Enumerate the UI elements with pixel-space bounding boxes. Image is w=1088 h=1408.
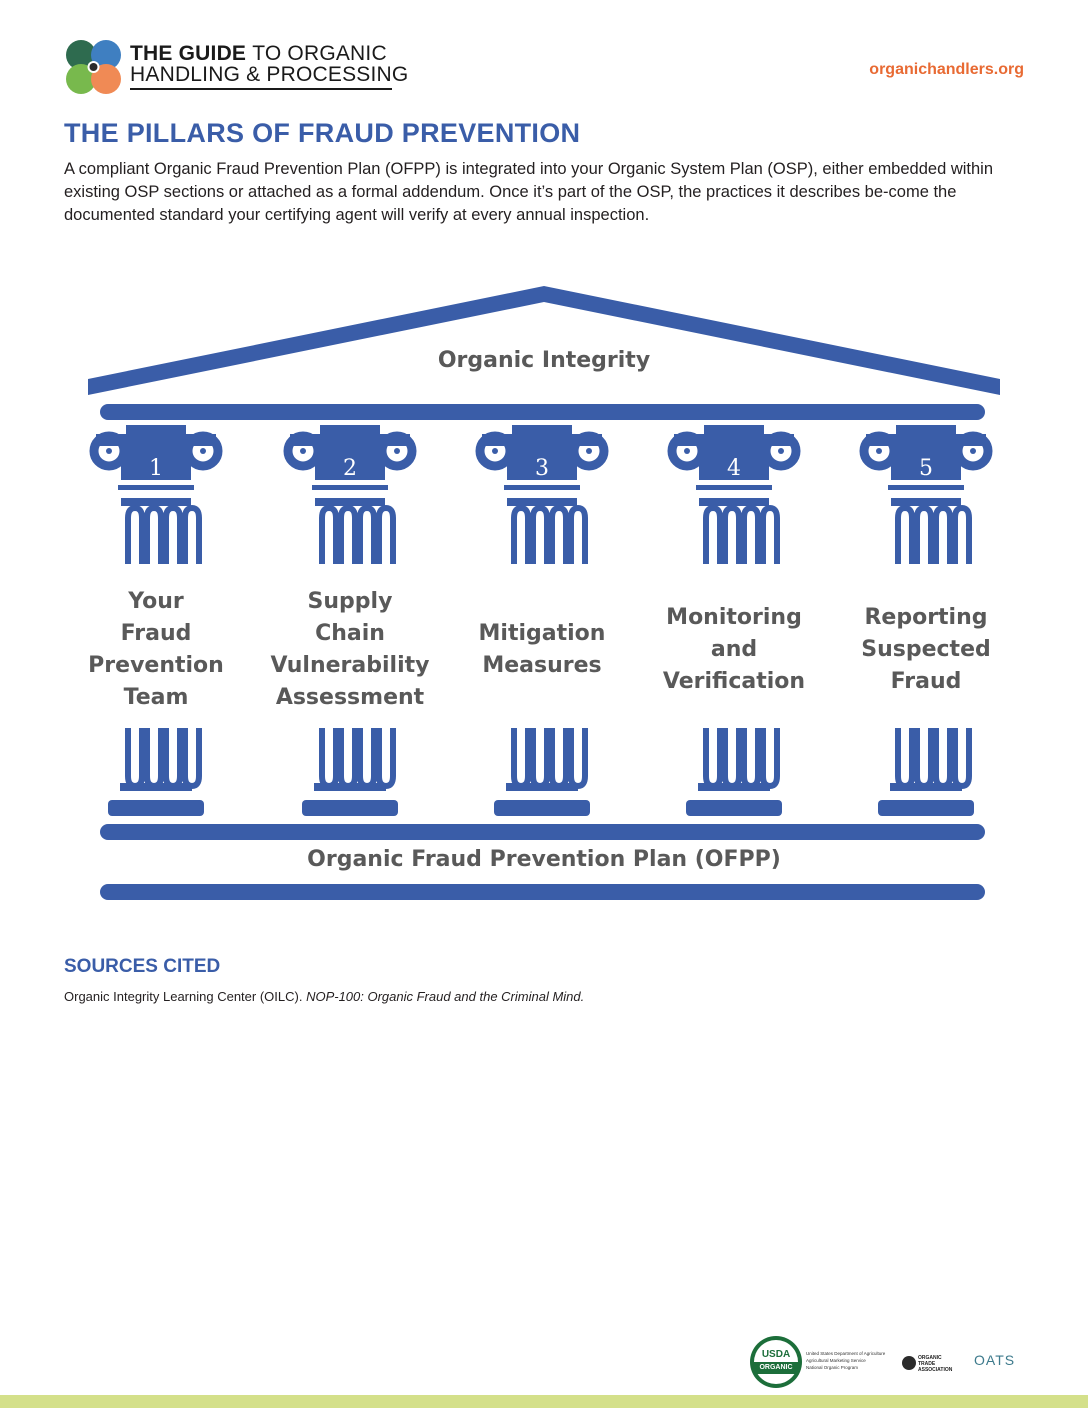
puzzle-pieces-logo-icon [64, 38, 124, 96]
pillar-label-3: Mitigation Measures [478, 621, 606, 678]
pillar-label-5: Reporting Suspected Fraud [861, 605, 991, 694]
sources-citation: Organic Integrity Learning Center (OILC). NOP-100: Organic Fraud and the Criminal Mind. [64, 989, 585, 1004]
ota-logo-icon [902, 1356, 916, 1370]
base-label: Organic Fraud Prevention Plan (OFPP) [307, 847, 781, 872]
temple-stylobate [100, 824, 985, 840]
pillars-diagram [0, 270, 1088, 920]
roof-label: Organic Integrity [437, 348, 651, 373]
pillar-label-1: Your Fraud Prevention Team [88, 589, 224, 710]
sources-title: SOURCES CITED [64, 956, 221, 977]
oats-logo: OATS [974, 1352, 1016, 1368]
pillar-number: 1 [149, 456, 163, 481]
logo-underline [130, 88, 392, 90]
intro-paragraph: A compliant Organic Fraud Prevention Plan (OFPP) is integrated into your Organic System Plan (OSP), either embedded within existing OSP sections or attached as a formal addendum. Once it’s part of the OSP, the practices it describes be-come the documented standard your certifying agent will verify at every annual inspection. [64, 160, 994, 224]
usda-description: United States Department of Agriculture Agricultural Marketing Service National Organic Program [806, 1351, 886, 1370]
pillar-number: 3 [535, 456, 549, 481]
footer-bar [0, 1395, 1088, 1408]
site-link[interactable]: organichandlers.org [869, 61, 1024, 78]
temple-roof [88, 286, 1000, 395]
guide-logo [64, 38, 409, 96]
pillar-label-4: Monitoring and Verification [662, 605, 806, 694]
temple-foundation [100, 884, 985, 900]
pillar-label-2: Supply Chain Vulnerability Assessment [270, 589, 430, 710]
temple-architrave [100, 404, 985, 420]
ota-logo-text: ORGANIC TRADE ASSOCIATION [918, 1355, 953, 1373]
pillar-number: 2 [343, 456, 357, 481]
pillar-number: 4 [727, 456, 741, 481]
partner-logos [750, 1336, 1030, 1396]
logo-line-2: HANDLING & PROCESSING [130, 63, 409, 86]
page-title: THE PILLARS OF FRAUD PREVENTION [64, 118, 581, 148]
logo-line-1: THE GUIDE TO ORGANIC [130, 42, 387, 65]
pillar-number: 5 [919, 456, 933, 481]
usda-organic-seal-icon: USDA ORGANIC [750, 1336, 802, 1388]
